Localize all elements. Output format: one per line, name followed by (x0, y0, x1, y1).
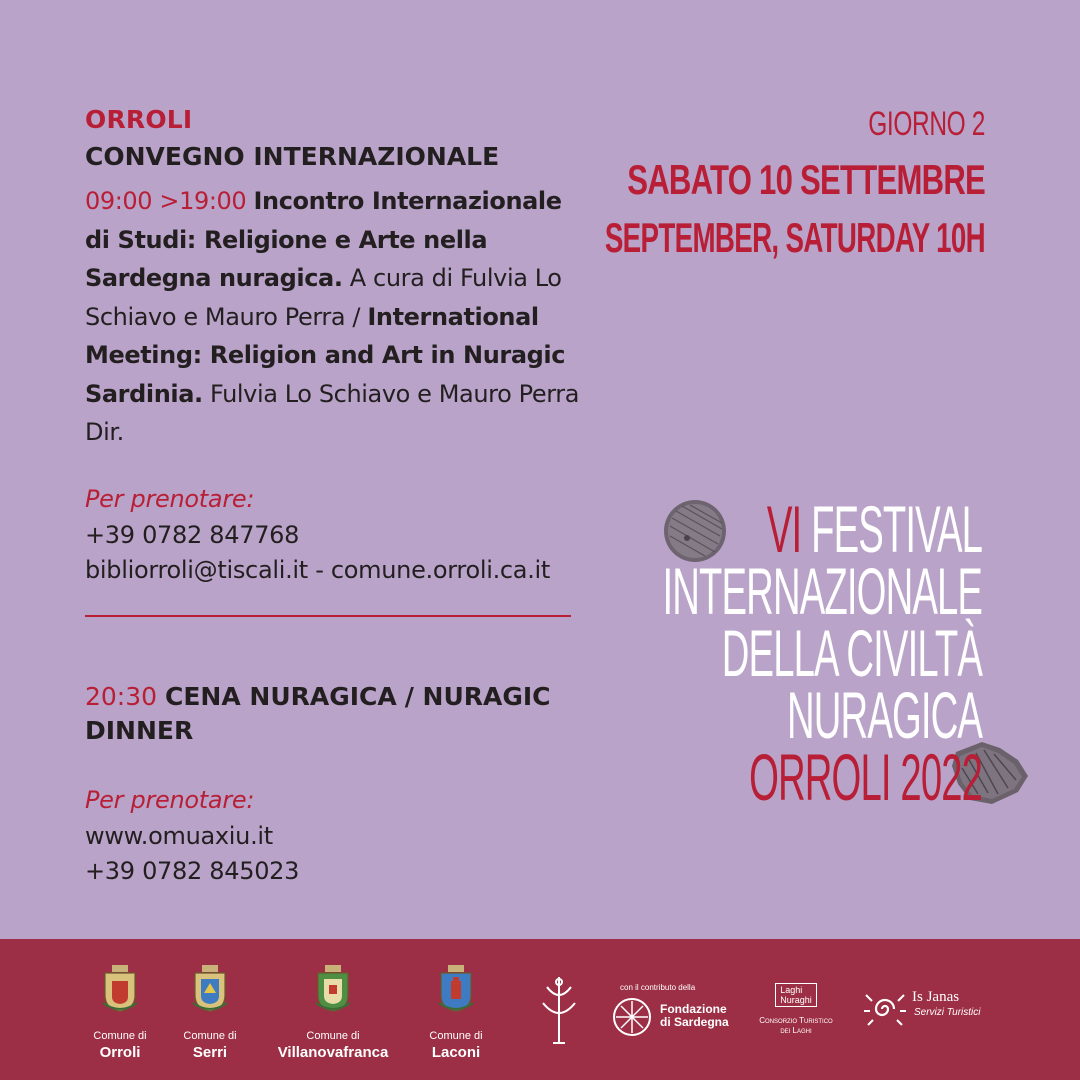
logo-comune-serri (175, 963, 245, 1062)
event-desc-it-bold: Incontro Internazionale di Studi: Religione e Arte nella Sardegna nuragica. (85, 187, 562, 292)
festival-title (431, 492, 982, 814)
festival-line-1: VI FESTIVAL (766, 492, 982, 566)
contrib-label: con il contributo della (620, 983, 696, 992)
dinner-title-en: / NURAGIC DINNER (85, 682, 551, 745)
event-desc-it: A cura di Fulvia Lo Schiavo e Mauro Perra / (85, 264, 562, 331)
janas-name: Is Janas (912, 989, 960, 1005)
crest-icon (100, 963, 140, 1013)
crest-icon (190, 963, 230, 1013)
comune-label: Comune di (429, 1030, 483, 1042)
booking-label: Per prenotare: (85, 484, 255, 513)
festival-line-3: DELLA CIVILTÀ (721, 616, 982, 690)
sponsors-footer (0, 939, 1080, 1080)
day-label: GIORNO 2 (868, 105, 985, 143)
dinner-title: CENA NURAGICA (165, 682, 397, 711)
comune-name: Orroli (99, 1044, 141, 1061)
fondazione-name-1: Fondazione (660, 1002, 727, 1016)
logo-consorzio-laghi (756, 983, 836, 1036)
janas-sub: Servizi Turistici (914, 1007, 981, 1018)
festival-line-5: ORROLI 2022 (749, 740, 982, 814)
crest-icon (313, 963, 353, 1013)
comune-label: Comune di (306, 1030, 360, 1042)
consorzio-label-1: Consorzio Turistico (759, 1016, 833, 1025)
comune-name: Laconi (431, 1044, 481, 1061)
consorzio-label-2: dei Laghi (780, 1026, 812, 1035)
logo-comune-laconi (421, 963, 491, 1062)
booking-phone: +39 0782 845023 (85, 857, 300, 885)
event-title: CONVEGNO INTERNAZIONALE (85, 142, 500, 171)
comune-label: Comune di (183, 1030, 237, 1042)
booking-email-site: bibliorroli@tiscali.it - comune.orroli.ca.it (85, 555, 551, 584)
logo-fondazione-sardegna (612, 983, 732, 1029)
laghi-nuraghi-mark: Laghi Nuraghi (775, 983, 817, 1007)
crest-icon (436, 963, 476, 1013)
bronze-figure-icon (537, 973, 581, 1049)
comune-name: Serri (192, 1044, 228, 1061)
comune-name: Villanovafranca (277, 1044, 389, 1061)
place-name: ORROLI (85, 105, 193, 134)
festival-line-2: INTERNAZIONALE (662, 554, 982, 628)
dinner-time: 20:30 (85, 682, 158, 711)
logo-comune-orroli (85, 963, 155, 1062)
spiral-sun-icon (862, 989, 908, 1029)
logo-comune-villanovafranca (268, 963, 398, 1062)
festival-edition: VI (766, 492, 802, 566)
date-english: SEPTEMBER, SATURDAY 10H (604, 214, 985, 261)
festival-line-4: NURAGICA (786, 678, 982, 752)
comune-label: Comune di (93, 1030, 147, 1042)
fondazione-name-2: di Sardegna (660, 1015, 729, 1029)
event-desc-en-bold: International Meeting: Religion and Art in Nuragic Sardinia. (85, 302, 566, 408)
date-italian: SABATO 10 SETTEMBRE (627, 156, 985, 203)
booking-phone: +39 0782 847768 (85, 520, 300, 549)
event-time: 09:00 >19:00 (85, 187, 247, 215)
date-header (409, 104, 985, 264)
fondazione-icon (612, 997, 652, 1037)
booking-label: Per prenotare: (85, 786, 255, 814)
booking-site: www.omuaxiu.it (85, 822, 273, 850)
event-desc-en: Fulvia Lo Schiavo e Mauro Perra Dir. (85, 379, 580, 446)
